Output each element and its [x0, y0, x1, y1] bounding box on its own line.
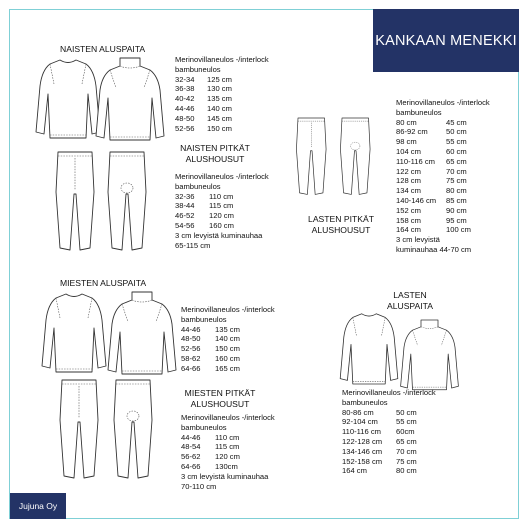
size-row — [181, 442, 275, 452]
title-line-1: NAISTEN PITKÄT — [180, 143, 250, 153]
size-label: 152 cm — [396, 205, 421, 215]
size-label: 40-42 — [175, 94, 195, 104]
fabric-amount: 60 cm — [446, 146, 467, 156]
fabric-amount: 85 cm — [446, 195, 467, 205]
fabric-amount: 110 cm — [209, 191, 234, 201]
fabric-line-2: bambuneulos — [396, 107, 442, 117]
fabric-amount: 125 cm — [207, 74, 232, 84]
size-label: 32-34 — [175, 74, 195, 84]
size-row — [396, 176, 490, 186]
naisten-alushousut-title — [170, 143, 260, 164]
size-row — [396, 118, 490, 128]
fabric-amount: 110 cm — [215, 432, 240, 442]
size-label: 152-158 cm — [342, 456, 383, 466]
size-row — [175, 201, 269, 211]
size-row — [396, 216, 490, 226]
fabric-line-2: bambuneulos — [342, 397, 388, 407]
miesten-alushousut-front-drawing — [60, 380, 98, 478]
fabric-amount: 70 cm — [396, 446, 417, 456]
size-row — [181, 354, 275, 364]
size-label: 44-46 — [181, 432, 201, 442]
size-row — [396, 157, 490, 167]
size-label: 32-36 — [175, 191, 195, 201]
fabric-amount: 140 cm — [215, 334, 240, 344]
fabric-amount: 50 cm — [446, 127, 467, 137]
size-label: 164 cm — [396, 225, 421, 235]
size-label: 110-116 cm — [342, 427, 381, 437]
fabric-amount: 150 cm — [215, 344, 240, 354]
fabric-amount: 80 cm — [446, 186, 467, 196]
title-line-2: ALUSHOUSUT — [311, 224, 371, 235]
fabric-line-1: Merinovillaneulos -/interlock — [342, 388, 436, 397]
size-row — [175, 192, 269, 202]
size-label: 80-86 cm — [342, 407, 374, 417]
fabric-amount: 80 cm — [396, 466, 417, 476]
miesten-alushousut-table — [181, 413, 275, 491]
note-line-1: 3 cm levyistä — [396, 235, 440, 245]
size-row — [342, 437, 436, 447]
fabric-amount: 55 cm — [446, 137, 467, 147]
size-label: 92-104 cm — [342, 417, 378, 427]
size-row — [396, 127, 490, 137]
fabric-amount: 100 cm — [446, 225, 471, 235]
fabric-line-2: bambuneulos — [181, 422, 227, 432]
lasten-alushousut-back-drawing — [340, 118, 370, 194]
fabric-line-1: Merinovillaneulos -/interlock — [175, 55, 269, 64]
fabric-amount: 120 cm — [209, 211, 234, 221]
size-row — [175, 211, 269, 221]
fabric-amount: 65 cm — [396, 436, 417, 446]
size-row — [396, 206, 490, 216]
note-line-1: 3 cm levyistä kuminauhaa — [181, 471, 269, 481]
size-label: 64-66 — [181, 363, 201, 373]
size-label: 56-62 — [181, 452, 201, 462]
size-label: 134 cm — [396, 186, 421, 196]
fabric-line-2: bambuneulos — [175, 64, 221, 74]
size-label: 128 cm — [396, 176, 421, 186]
fabric-amount: 115 cm — [215, 442, 240, 452]
size-row — [342, 408, 436, 418]
size-label: 48-54 — [181, 442, 201, 452]
miesten-alushousut-back-drawing — [114, 380, 152, 478]
fabric-amount: 150 cm — [207, 123, 232, 133]
fabric-amount: 135 cm — [207, 94, 232, 104]
size-row — [342, 447, 436, 457]
note-line-2: 70-110 cm — [181, 481, 217, 491]
size-row — [181, 334, 275, 344]
size-label: 122 cm — [396, 166, 421, 176]
fabric-amount: 90 cm — [446, 205, 467, 215]
fabric-amount: 160 cm — [209, 220, 234, 230]
fabric-amount: 55 cm — [396, 417, 417, 427]
fabric-amount: 135 cm — [215, 324, 240, 334]
size-row — [181, 364, 275, 374]
naisten-aluspaita-back-drawing — [96, 58, 164, 140]
size-row — [175, 221, 269, 231]
title-line-2: ALUSPAITA — [386, 300, 433, 311]
miesten-alushousut-title — [175, 388, 265, 409]
footer-label: Jujuna Oy — [10, 493, 66, 519]
lasten-aluspaita-back-drawing — [401, 320, 459, 390]
size-row — [396, 137, 490, 147]
size-row — [342, 427, 436, 437]
fabric-amount: 115 cm — [209, 201, 234, 211]
title-line-1: MIESTEN PITKÄT — [184, 388, 256, 398]
note-line-1: 3 cm levyistä kuminauhaa — [175, 230, 263, 240]
lasten-aluspaita-front-drawing — [340, 314, 398, 384]
size-row — [175, 75, 269, 85]
size-row — [396, 225, 490, 235]
title-line-2: ALUSHOUSUT — [190, 398, 250, 409]
size-row — [175, 104, 269, 114]
fabric-line-1: Merinovillaneulos -/interlock — [175, 172, 269, 181]
size-row — [181, 452, 275, 462]
miesten-aluspaita-front-drawing — [42, 294, 106, 372]
size-label: 44-46 — [175, 103, 195, 113]
size-label: 52-56 — [175, 123, 195, 133]
title-line-2: ALUSHOUSUT — [185, 153, 245, 164]
fabric-amount: 140 cm — [207, 103, 232, 113]
size-label: 140-146 cm — [396, 195, 437, 205]
size-row — [181, 344, 275, 354]
note-line-2: kuminauhaa 44-70 cm — [396, 244, 472, 254]
fabric-amount: 120 cm — [215, 452, 240, 462]
fabric-amount: 130 cm — [207, 84, 232, 94]
fabric-amount: 65 cm — [446, 156, 467, 166]
size-label: 164 cm — [342, 466, 367, 476]
size-label: 134-146 cm — [342, 446, 383, 456]
lasten-aluspaita-title — [374, 290, 446, 311]
lasten-alushousut-table — [396, 98, 490, 255]
title-line-1: LASTEN PITKÄT — [308, 214, 374, 224]
fabric-line-1: Merinovillaneulos -/interlock — [396, 98, 490, 107]
naisten-alushousut-back-drawing — [108, 152, 146, 250]
naisten-aluspaita-front-drawing — [36, 60, 100, 138]
size-label: 158 cm — [396, 215, 421, 225]
miesten-aluspaita-table — [181, 305, 275, 374]
size-label: 104 cm — [396, 146, 421, 156]
size-row — [175, 114, 269, 124]
title-line-1: LASTEN — [393, 290, 427, 300]
fabric-amount: 45 cm — [446, 117, 467, 127]
fabric-amount: 130cm — [215, 461, 238, 471]
fabric-line-1: Merinovillaneulos -/interlock — [181, 305, 275, 314]
size-row — [342, 466, 436, 476]
size-label: 80 cm — [396, 117, 417, 127]
lasten-alushousut-title — [296, 214, 386, 235]
size-row — [175, 124, 269, 134]
size-row — [396, 196, 490, 206]
lasten-alushousut-front-drawing — [296, 118, 326, 194]
miesten-aluspaita-back-drawing — [108, 292, 176, 374]
size-label: 36-38 — [175, 84, 195, 94]
size-label: 52-56 — [181, 344, 201, 354]
size-label: 44-46 — [181, 324, 201, 334]
size-label: 48-50 — [175, 113, 195, 123]
fabric-amount: 70 cm — [446, 166, 467, 176]
fabric-amount: 75 cm — [446, 176, 467, 186]
size-label: 122-128 cm — [342, 436, 383, 446]
size-row — [342, 417, 436, 427]
fabric-amount: 60cm — [396, 427, 415, 437]
fabric-amount: 145 cm — [207, 113, 232, 123]
fabric-amount: 160 cm — [215, 353, 240, 363]
size-label: 46-52 — [175, 211, 195, 221]
fabric-amount: 95 cm — [446, 215, 467, 225]
fabric-amount: 75 cm — [396, 456, 417, 466]
page-title: KANKAAN MENEKKI — [373, 9, 519, 72]
size-row — [175, 94, 269, 104]
size-label: 38-44 — [175, 201, 195, 211]
size-row — [342, 457, 436, 467]
fabric-amount: 50 cm — [396, 407, 417, 417]
size-label: 48-50 — [181, 334, 201, 344]
fabric-amount: 165 cm — [215, 363, 240, 373]
size-label: 98 cm — [396, 137, 417, 147]
size-row — [181, 433, 275, 443]
naisten-alushousut-front-drawing — [56, 152, 94, 250]
naisten-alushousut-table — [175, 172, 269, 250]
size-label: 86-92 cm — [396, 127, 428, 137]
size-label: 64-66 — [181, 461, 201, 471]
size-row — [181, 325, 275, 335]
fabric-line-2: bambuneulos — [175, 181, 221, 191]
fabric-line-1: Merinovillaneulos -/interlock — [181, 413, 275, 422]
naisten-aluspaita-title: NAISTEN ALUSPAITA — [60, 44, 146, 54]
miesten-aluspaita-title: MIESTEN ALUSPAITA — [60, 278, 147, 288]
size-row — [396, 147, 490, 157]
lasten-aluspaita-table — [342, 388, 436, 476]
naisten-aluspaita-table — [175, 55, 269, 133]
note-line-2: 65-115 cm — [175, 240, 211, 250]
size-label: 110-116 cm — [396, 156, 435, 166]
size-row — [175, 84, 269, 94]
size-label: 54-56 — [175, 220, 195, 230]
size-row — [396, 167, 490, 177]
fabric-line-2: bambuneulos — [181, 314, 227, 324]
size-label: 58-62 — [181, 353, 201, 363]
size-row — [396, 186, 490, 196]
size-row — [181, 462, 275, 472]
